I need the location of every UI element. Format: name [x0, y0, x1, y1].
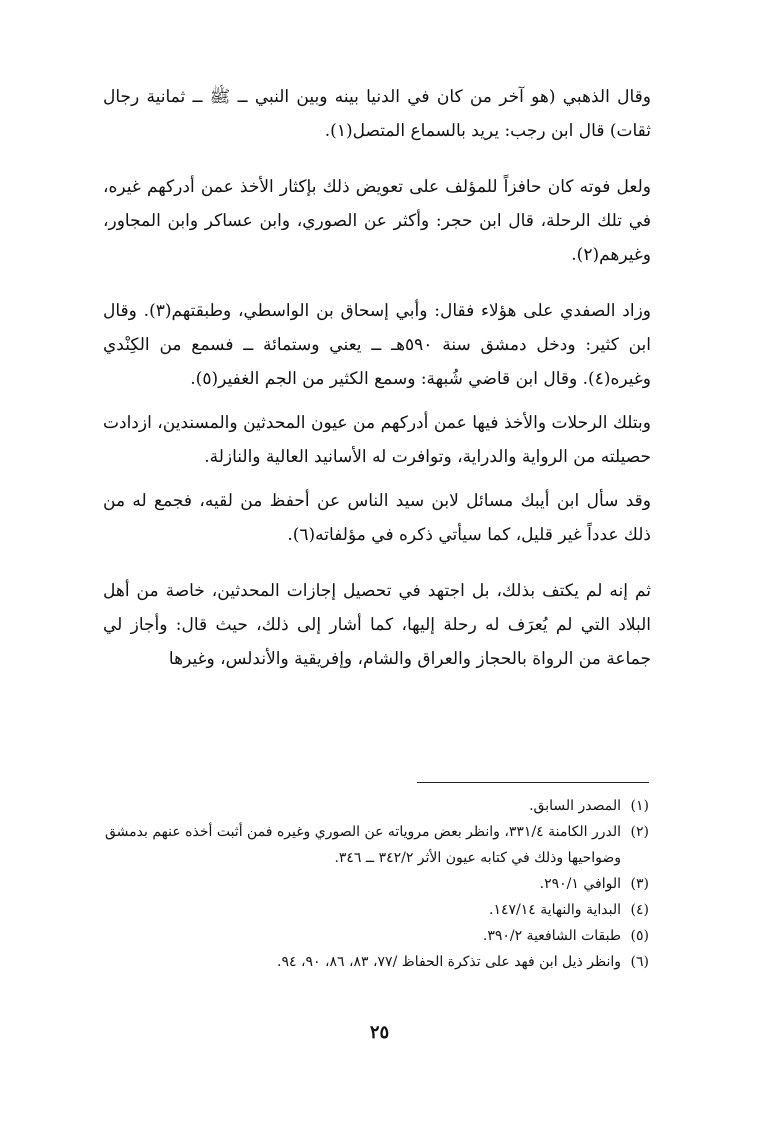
footnote-number: (٣): [630, 876, 649, 892]
footnote-item: [104, 793, 649, 819]
main-text: [103, 80, 651, 676]
footnote-text: المصدر السابق.: [529, 798, 621, 814]
paragraph: وقد سأل ابن أيبك مسائل لابن سيد الناس عن أحفظ من لقيه، فجمع له من ذلك عدداً غير قليل، كما سيأتي ذكره في مؤلفاته(٦).: [103, 491, 651, 545]
paragraph: ولعل فوته كان حافزاً للمؤلف على تعويض ذلك بإكثار الأخذ عمن أدركهم غيره، في تلك الرحلة، قال ابن حجر: وأكثر عن الصوري، وابن عساكر وابن المجاور، وغيرهم(٢).: [103, 177, 651, 265]
page-number: ٢٥: [369, 1022, 390, 1043]
footnote-number: (٦): [630, 954, 649, 970]
footnote-number: (٥): [630, 928, 649, 944]
footnote-item: [104, 897, 649, 923]
paragraph: وقال الذهبي (هو آخر من كان في الدنيا بينه وبين النبي ــ ﷺ ــ ثمانية رجال ثقات) قال ابن رجب: يريد بالسماع المتصل(١).: [103, 87, 651, 141]
footnote-text: وانظر ذيل ابن فهد على تذكرة الحفاظ /٧٧، ٨٣، ٨٦، ٩٠، ٩٤.: [277, 954, 621, 970]
footnote-item: [104, 819, 649, 871]
footnote-text: الوافي ٢٩٠/١.: [539, 876, 621, 892]
footnote-divider: [417, 782, 649, 783]
footnotes: [104, 793, 649, 975]
footnote-text: الدرر الكامنة ٣٣١/٤، وانظر بعض مروياته عن الصوري وغيره فمن أثبت أخذه عنهم بدمشق وضواحيها وذلك في كتابه عيون الأثر ٣٤٢/٢ ــ ٣٤٦.: [105, 824, 621, 866]
footnote-text: البداية والنهاية ١٤٧/١٤.: [489, 902, 621, 918]
footnote-number: (٤): [630, 902, 649, 918]
paragraph: وبتلك الرحلات والأخذ فيها عمن أدركهم من عيون المحدثين والمسندين، ازدادت حصيلته من الرواية والدراية، وتوافرت له الأسانيد العالية والنازلة.: [103, 413, 651, 467]
footnote-item: [104, 949, 649, 975]
paragraph: ثم إنه لم يكتف بذلك، بل اجتهد في تحصيل إجازات المحدثين، خاصة من أهل البلاد التي لم يُعرَف له رحلة إليها، كما أشار إلى ذلك، حيث قال: وأجاز لي جماعة من الرواة بالحجاز والعراق والشام، وإفريقية والأندلس، وغيرها: [103, 581, 651, 669]
paragraph: وزاد الصفدي على هؤلاء فقال: وأبي إسحاق بن الواسطي، وطبقتهم(٣). وقال ابن كثير: ودخل دمشق سنة ٥٩٠هـ ــ يعني وستمائة ــ فسمع من الكِنْدي وغيره(٤). وقال ابن قاضي شُبهة: وسمع الكثير من الجم الغفير(٥).: [103, 301, 652, 389]
footnote-number: (١): [630, 798, 649, 814]
footnote-number: (٢): [630, 824, 649, 840]
footnote-item: [104, 923, 649, 949]
footnote-item: [104, 871, 649, 897]
footnote-text: طبقات الشافعية ٣٩٠/٢.: [482, 928, 621, 944]
